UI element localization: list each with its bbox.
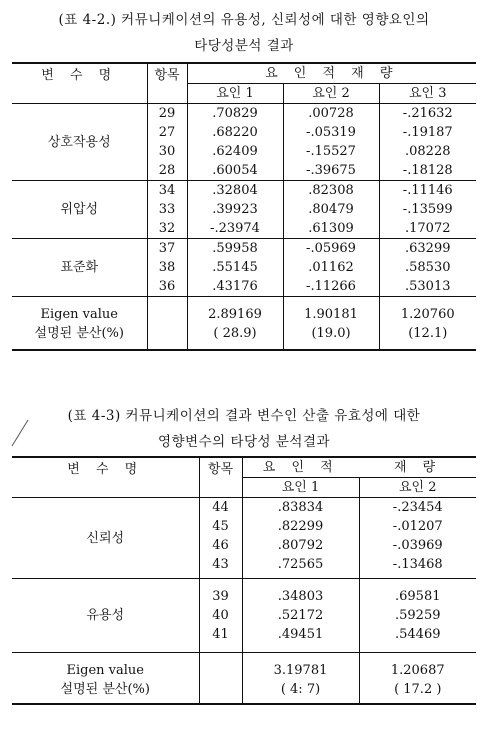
table2-cell: -.13468 [359,555,476,579]
table1-cell: .53013 [379,277,476,297]
table1-cell: .80479 [283,200,379,219]
table1-item: 34 [147,181,187,201]
table1-group-name: 위압성 [12,181,147,239]
table1-eigen-value: 2.89169 [187,297,283,325]
table1-cell: -.21632 [379,104,476,124]
table2-eigen-row [12,653,476,681]
table2-cell: .54469 [359,625,476,653]
table1-cell: .61309 [283,219,379,239]
table1 [12,62,476,351]
table1-cell: .17072 [379,219,476,239]
table-row [12,181,476,201]
table1-variance-value: ( 28.9) [187,324,283,350]
table2 [12,456,476,705]
table1-cell: .70829 [187,104,283,124]
table1-cell: .82308 [283,181,379,201]
table1-item: 36 [147,277,187,297]
table1-item: 37 [147,239,187,259]
table2-cell: .83834 [242,498,359,518]
table2-cell: .80792 [242,536,359,555]
table1-cell: .63299 [379,239,476,259]
table1-cell: .01162 [283,258,379,277]
table1-cell: .55145 [187,258,283,277]
table1-item: 32 [147,219,187,239]
table1-variance-row [12,324,476,350]
table2-cell: .72565 [242,555,359,579]
table2-header-row [12,457,476,478]
table2-cell: -.23454 [359,498,476,518]
table2-header-variable: 변 수 명 [67,462,144,477]
table2-caption-line2: 영향변수의 타당성 분석결과 [157,434,331,450]
table-row [12,498,476,518]
table2-eigen-empty [199,653,242,705]
table2-cell: -.01207 [359,517,476,536]
table1-factor-3: 요인 3 [379,84,476,104]
table2-cell: .49451 [242,625,359,653]
table2-group-name: 신뢰성 [12,498,199,579]
table1-variance-value: (12.1) [379,324,476,350]
table2-item: 41 [199,625,242,653]
table1-cell: .08228 [379,142,476,161]
table2-variance-value: ( 4: 7) [242,680,359,704]
table2-cell: .52172 [242,606,359,625]
table2-item: 39 [199,579,242,607]
table1-cell: -.18128 [379,161,476,181]
table1-cell: .60054 [187,161,283,181]
table-row [12,579,476,607]
table1-item: 29 [147,104,187,124]
table1-item: 27 [147,123,187,142]
table1-header-item: 항목 [147,63,187,104]
table2-caption-line1: (표 4-3) 커뮤니케이션의 결과 변수인 산출 유효성에 대한 [67,408,421,424]
table1-cell: -.11146 [379,181,476,201]
table2-item: 45 [199,517,242,536]
table1-cell: -.05319 [283,123,379,142]
table1-cell: .43176 [187,277,283,297]
table1-item: 28 [147,161,187,181]
table1-factor-2: 요인 2 [283,84,379,104]
table1-cell: -.11266 [283,277,379,297]
table1-cell: -.39675 [283,161,379,181]
table1-cell: .32804 [187,181,283,201]
table1-header-variable: 변 수 명 [41,68,118,83]
table2-cell: .69581 [359,579,476,607]
table1-cell: .39923 [187,200,283,219]
table1-cell: -.15527 [283,142,379,161]
table1-cell: -.23974 [187,219,283,239]
table2-group-name: 유용성 [12,579,199,653]
table2-cell: .34803 [242,579,359,607]
table2-factor-1: 요인 1 [242,478,359,498]
table1-factor-1: 요인 1 [187,84,283,104]
table1-cell: -.05969 [283,239,379,259]
table2-variance-label: 설명된 분산(%) [60,682,150,697]
table2-factor-2: 요인 2 [359,478,476,498]
table1-cell: .58530 [379,258,476,277]
table1-eigen-label: Eigen value [12,297,147,325]
table2-cell: -.03969 [359,536,476,555]
table2-item: 40 [199,606,242,625]
table1-group-name: 상호작용성 [12,104,147,181]
table1-variance-value: (19.0) [283,324,379,350]
table2-header-factor-loading-b: 재 량 [393,460,442,475]
table1-cell: .68220 [187,123,283,142]
table2-item: 44 [199,498,242,518]
table2-item: 43 [199,555,242,579]
table1-item: 38 [147,258,187,277]
table1-caption-line2: 타당성분석 결과 [194,38,294,54]
table-row [12,239,476,259]
table1-eigen-value: 1.20760 [379,297,476,325]
table1-cell: .00728 [283,104,379,124]
table1-eigen-value: 1.90181 [283,297,379,325]
table-row [12,104,476,124]
table2-header-factor-loading-a: 요 인 적 [242,457,359,478]
table1-group-name: 표준화 [12,239,147,297]
table2-header-item: 항목 [199,457,242,498]
table1-cell: -.19187 [379,123,476,142]
table2-cell: .59259 [359,606,476,625]
table2-item: 46 [199,536,242,555]
table2-eigen-value: 1.20687 [359,653,476,681]
table1-variance-label: 설명된 분산(%) [34,326,124,341]
table2-variance-row [12,680,476,704]
table1-cell: .62409 [187,142,283,161]
table2-eigen-label: Eigen value [12,653,199,681]
table1-header-factor-loading: 요 인 적 재 량 [187,63,476,84]
table1-header-row [12,63,476,84]
table1-cell: .59958 [187,239,283,259]
table1-eigen-row [12,297,476,325]
table2-eigen-value: 3.19781 [242,653,359,681]
table1-caption-line1: (표 4-2.) 커뮤니케이션의 유용성, 신뢰성에 대한 영향요인의 [58,12,430,28]
table1-item: 30 [147,142,187,161]
table1-item: 33 [147,200,187,219]
table1-cell: -.13599 [379,200,476,219]
table1-eigen-empty [147,297,187,351]
table2-variance-value: ( 17.2 ) [359,680,476,704]
table2-cell: .82299 [242,517,359,536]
